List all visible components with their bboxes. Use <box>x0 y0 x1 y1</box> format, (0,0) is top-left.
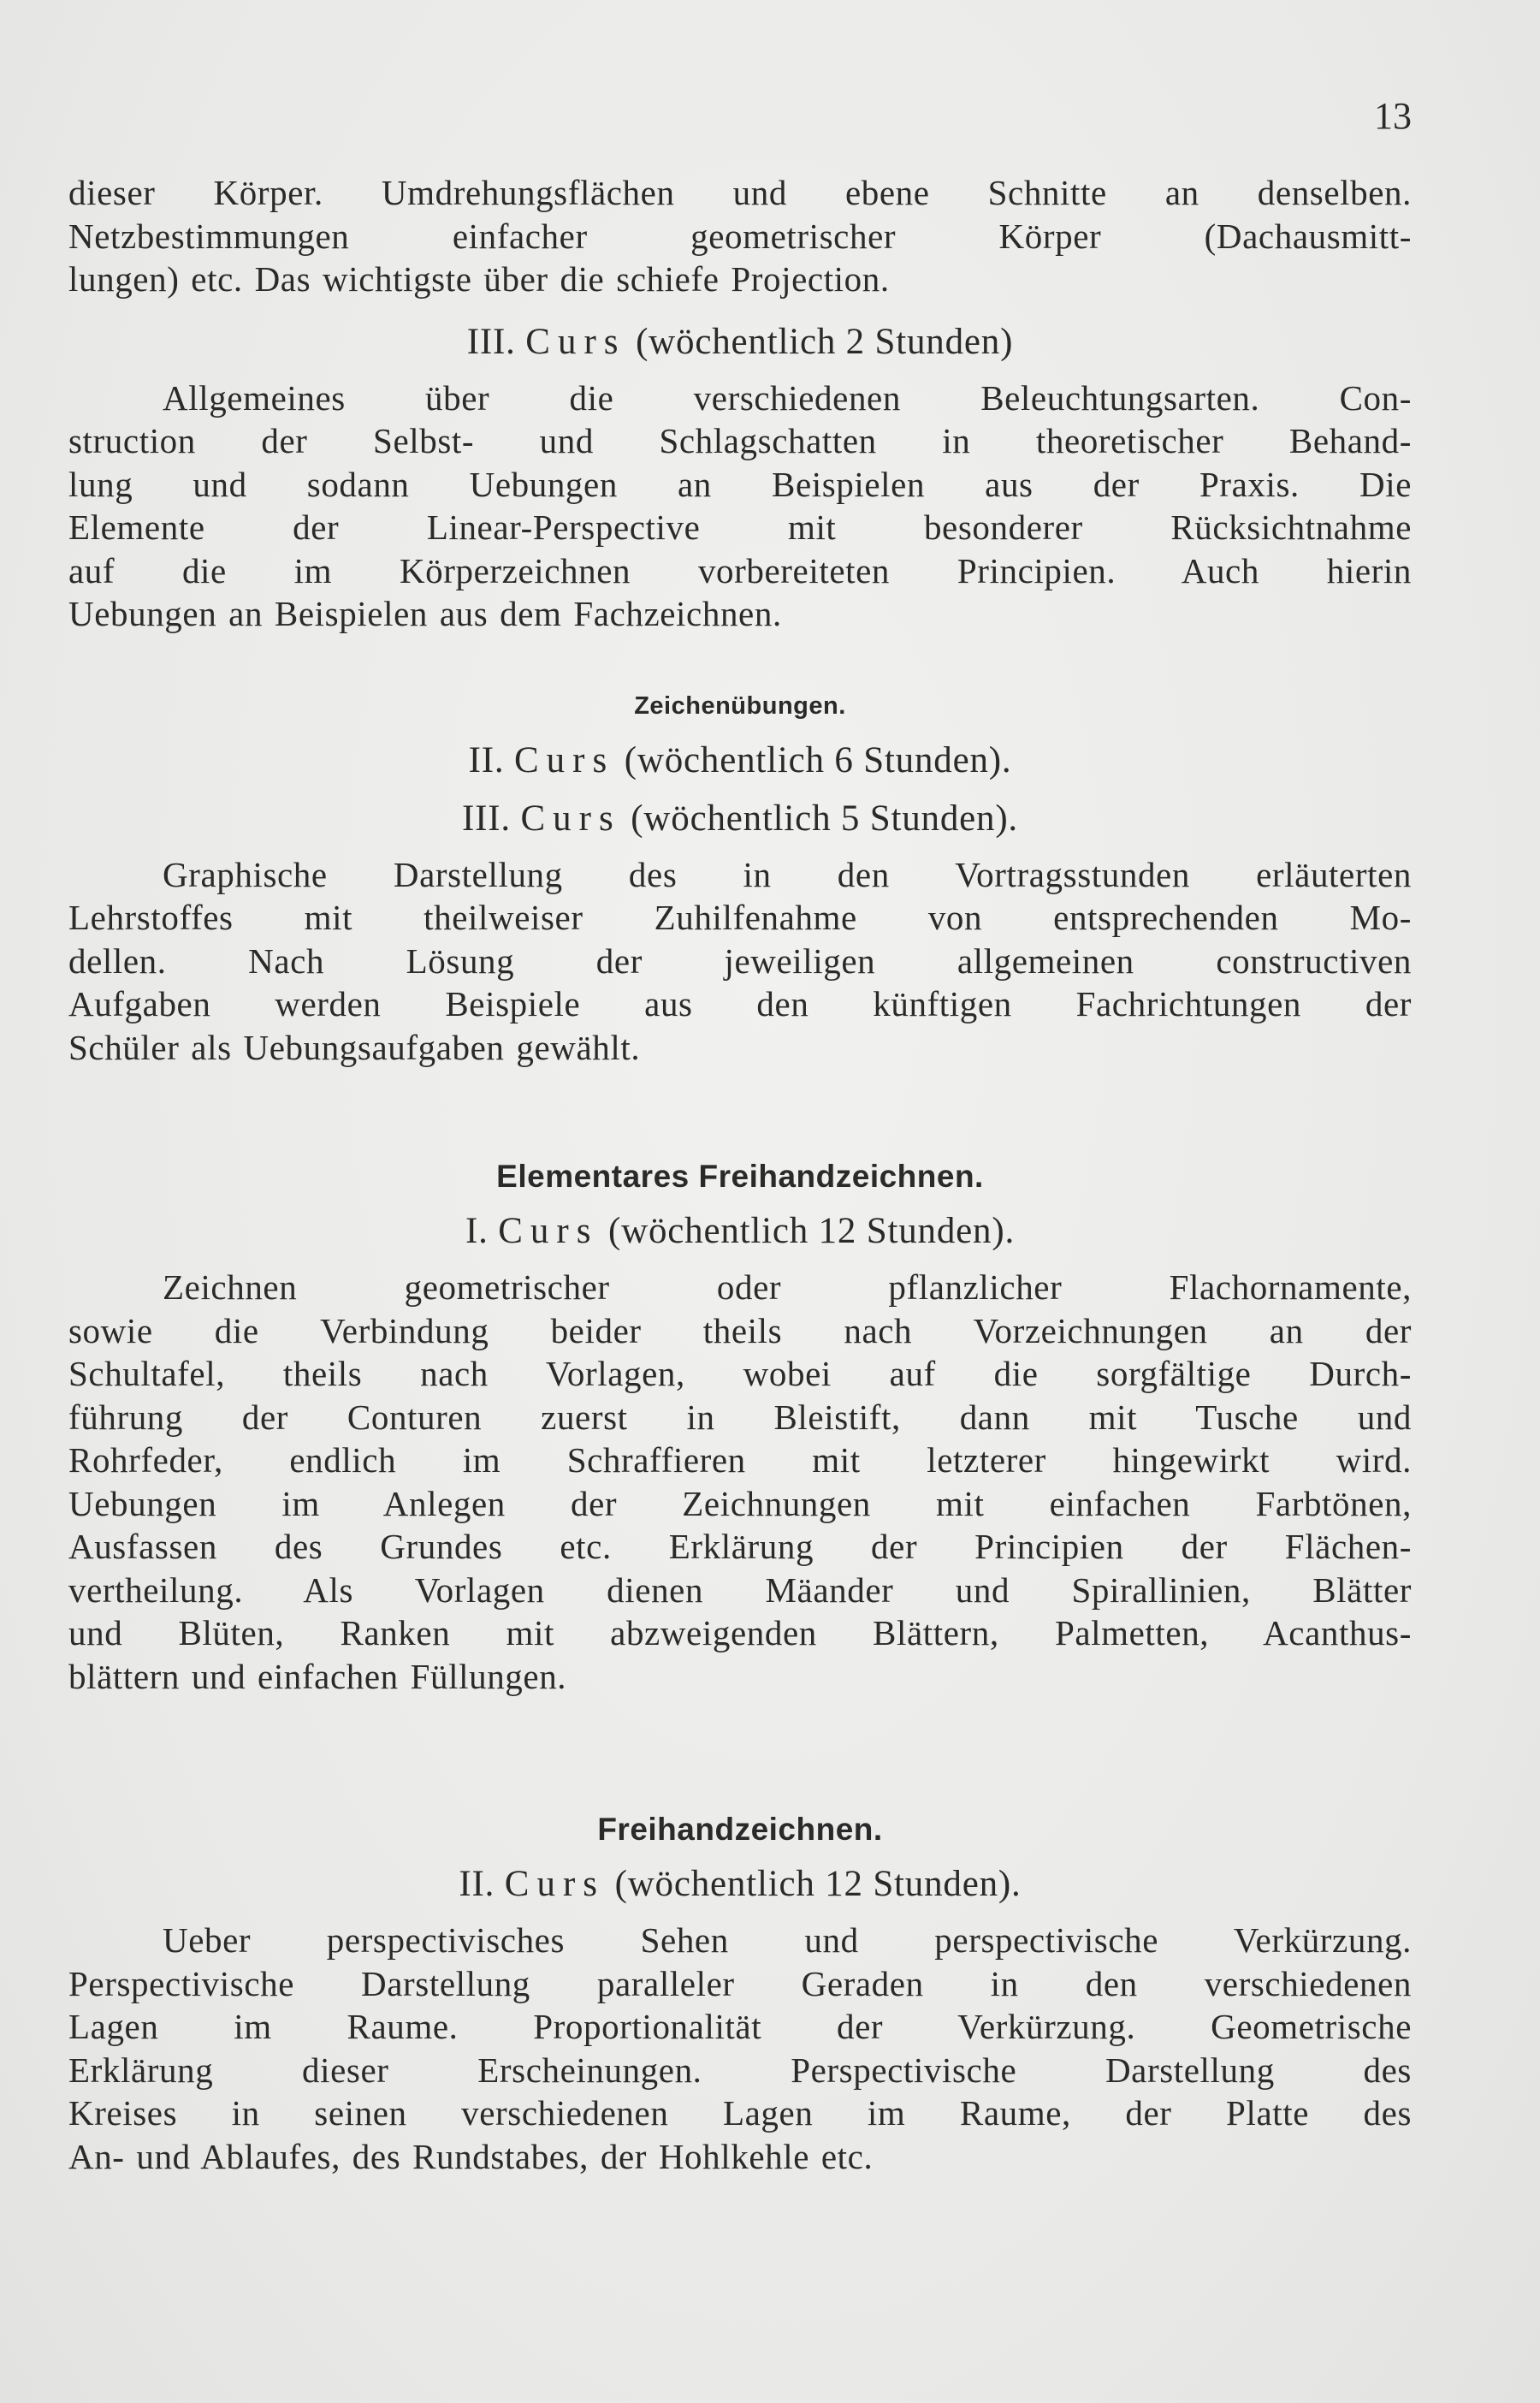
text-line: Ueber perspectivisches Sehen und perspectivische Verkürzung. <box>163 1920 1412 1960</box>
text-line: Rohrfeder, endlich im Schraffieren mit letzterer hingewirkt wird. <box>68 1440 1412 1480</box>
text-line: auf die im Körperzeichnen vorbereiteten Principien. Auch hierin <box>68 550 1412 590</box>
text-line: vertheilung. Als Vorlagen dienen Mäander und Spirallinien, Blätter <box>68 1569 1412 1610</box>
curs-word: Curs <box>498 1211 599 1251</box>
intro-paragraph <box>68 171 1412 301</box>
text-line: Zeichnen geometrischer oder pflanzlicher Flachornamente, <box>163 1267 1412 1307</box>
text-line: Aufgaben werden Beispiele aus den künftigen Fachrichtungen der <box>68 984 1412 1024</box>
text-line: Elemente der Linear-Perspective mit besonderer Rücksichtnahme <box>68 507 1412 547</box>
text-line: Uebungen an Beispielen aus dem Fachzeichnen. <box>68 594 782 633</box>
text-line: An- und Ablaufes, des Rundstabes, der Hohlkehle etc. <box>68 2136 874 2176</box>
text-line: Schüler als Uebungsaufgaben gewählt. <box>68 1027 641 1067</box>
text-line: sowie die Verbindung beider theils nach Vorzeichnungen an der <box>68 1310 1412 1350</box>
page-content <box>68 171 1412 2178</box>
text-line: Kreises in seinen verschiedenen Lagen im Raume, der Platte des <box>68 2093 1412 2133</box>
text-line: Allgemeines über die verschiedenen Beleuchtungsarten. Con- <box>163 377 1412 418</box>
text-line: lungen) etc. Das wichtigste über die schiefe Projection. <box>68 259 890 299</box>
paragraph-beleuchtung <box>68 377 1412 636</box>
curs-hours: (wöchentlich 5 Stunden). <box>631 798 1018 839</box>
text-line: Netzbestimmungen einfacher geometrischer Körper (Dachausmitt- <box>68 216 1412 256</box>
text-line: Perspectivische Darstellung paralleler Geraden in den verschiedenen <box>68 1963 1412 2003</box>
text-line: dellen. Nach Lösung der jeweiligen allgemeinen constructiven <box>68 940 1412 981</box>
text-line: Erklärung dieser Erscheinungen. Perspectivische Darstellung des <box>68 2050 1412 2090</box>
text-line: Lehrstoffes mit theilweiser Zuhilfenahme von entsprechenden Mo- <box>68 898 1412 937</box>
text-line: lung und sodann Uebungen an Beispielen aus der Praxis. Die <box>68 464 1412 504</box>
curs-number: II. <box>468 739 505 780</box>
text-line: und Blüten, Ranken mit abzweigenden Blättern, Palmetten, Acanthus- <box>68 1613 1412 1652</box>
curs-heading-iii <box>68 320 1412 365</box>
text-line: Schultafel, theils nach Vorlagen, wobei auf die sorgfältige Durch- <box>68 1354 1412 1393</box>
section-heading-zeichenuebungen: Zeichenübungen. <box>634 691 846 720</box>
section-heading-elementares: Elementares Freihandzeichnen. <box>496 1159 984 1194</box>
text-line: struction der Selbst- und Schlagschatten in theoretischer Behand- <box>68 421 1412 460</box>
paragraph-graphische <box>68 853 1412 1070</box>
curs-word: Curs <box>504 1864 606 1904</box>
curs-number: II. <box>459 1864 495 1904</box>
curs-word: Curs <box>525 321 626 362</box>
curs-heading-iii <box>68 797 1412 841</box>
curs-number: III. <box>462 798 511 839</box>
curs-heading-i <box>68 1209 1412 1254</box>
text-line: dieser Körper. Umdrehungsflächen und ebene Schnitte an denselben. <box>68 173 1412 212</box>
paragraph-zeichnen <box>68 1266 1412 1698</box>
text-line: Lagen im Raume. Proportionalität der Verkürzung. Geometrische <box>68 2007 1412 2046</box>
curs-hours: (wöchentlich 2 Stunden) <box>636 321 1014 362</box>
curs-word: Curs <box>520 798 621 839</box>
section-heading-freihand: Freihandzeichnen. <box>597 1812 883 1847</box>
curs-hours: (wöchentlich 6 Stunden). <box>624 739 1012 780</box>
text-line: Uebungen im Anlegen der Zeichnungen mit einfachen Farbtönen, <box>68 1483 1412 1523</box>
curs-word: Curs <box>513 739 615 780</box>
curs-number: I. <box>465 1211 489 1251</box>
page-number: 13 <box>1374 95 1412 137</box>
curs-heading-ii <box>68 739 1412 783</box>
curs-hours: (wöchentlich 12 Stunden). <box>608 1211 1016 1251</box>
text-line: führung der Conturen zuerst in Bleistift, dann mit Tusche und <box>68 1397 1412 1437</box>
text-line: blättern und einfachen Füllungen. <box>68 1656 567 1696</box>
curs-number: III. <box>466 321 516 362</box>
curs-hours: (wöchentlich 12 Stunden). <box>614 1864 1022 1904</box>
paragraph-perspektiv <box>68 1919 1412 2178</box>
curs-heading-ii <box>68 1862 1412 1907</box>
text-line: Graphische Darstellung des in den Vortragsstunden erläuterten <box>163 854 1412 894</box>
text-line: Ausfassen des Grundes etc. Erklärung der Principien der Flächen- <box>68 1527 1412 1566</box>
